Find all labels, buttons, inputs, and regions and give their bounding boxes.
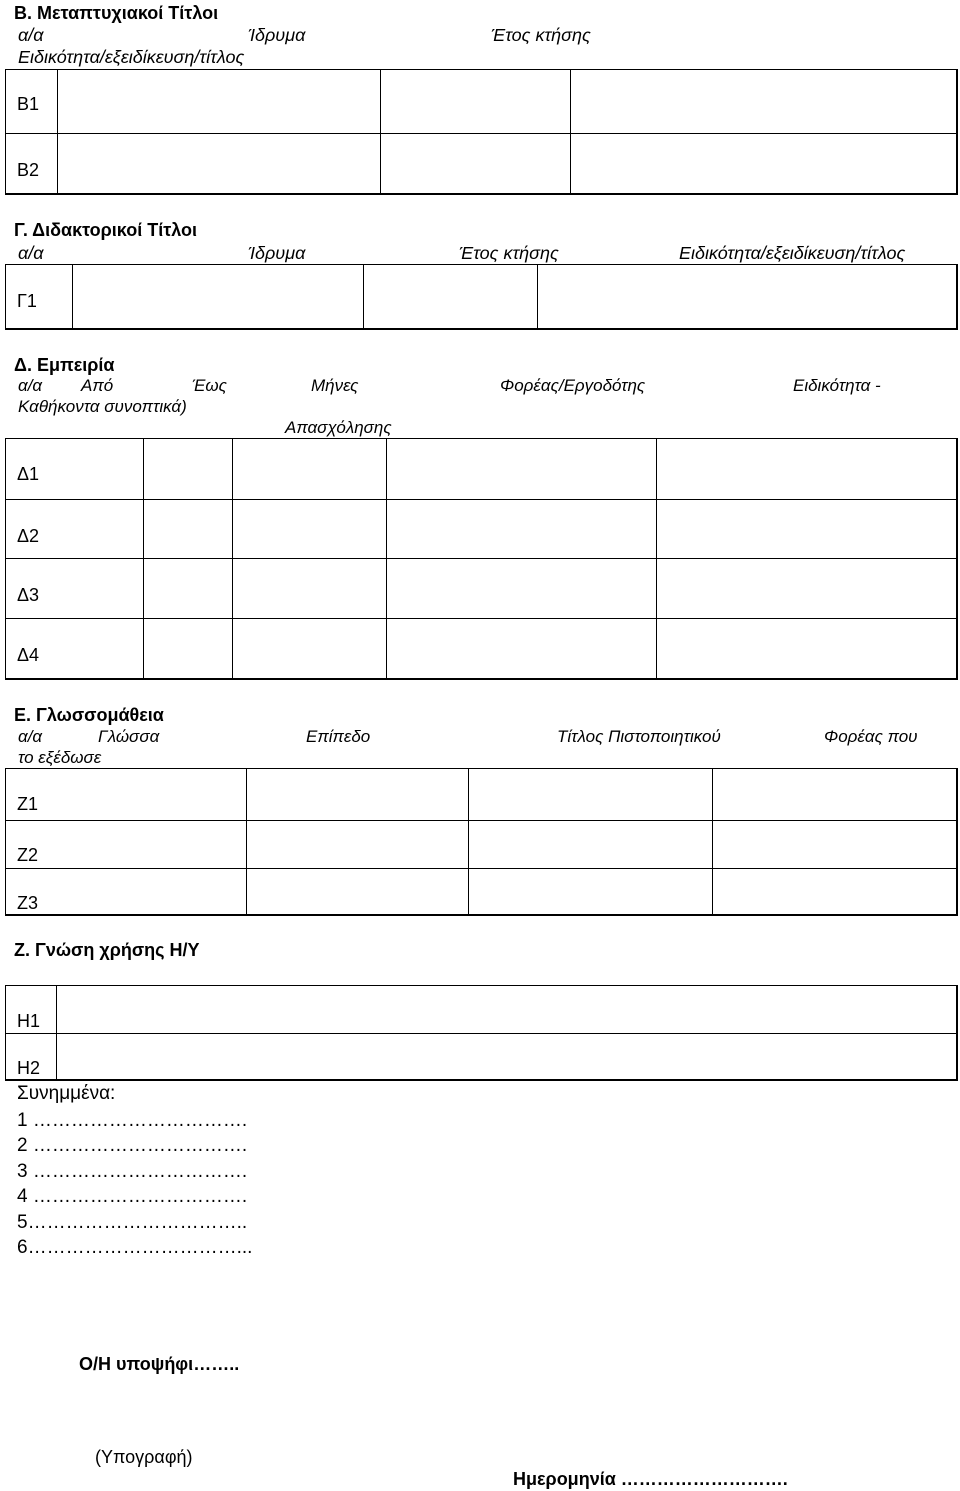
col-aa: α/α [18,25,44,45]
col-etos: Έτος κτήσης [491,25,591,45]
attachment-item: 6……………………………... [17,1237,253,1258]
row-divider [5,618,958,619]
attachment-item: 1 ……………………………. [17,1110,248,1131]
table-e [5,768,958,916]
row-label: Γ1 [17,291,37,311]
section-b-title: Β. Μεταπτυχιακοί Τίτλοι [14,3,219,23]
col-epipedo: Επίπεδο [306,727,371,746]
signature-label: (Υπογραφή) [95,1447,193,1467]
col-divider [246,768,247,916]
col-eidikotita: Ειδικότητα/εξειδίκευση/τίτλος [18,47,245,67]
row-label: Η2 [17,1058,41,1078]
row-label: Ζ3 [17,893,39,913]
attachments-title: Συνημμένα: [17,1083,116,1104]
row-divider [5,499,958,500]
col-idryma: Ίδρυμα [248,243,306,263]
date-label: Ημερομηνία ………………………. [513,1469,788,1489]
col-etos: Έτος κτήσης [459,243,559,263]
row-label: Δ4 [17,645,40,665]
col-divider [363,264,364,330]
section-g-title: Γ. Διδακτορικοί Τίτλοι [14,220,198,240]
row-divider [5,1033,958,1034]
section-d-title: Δ. Εμπειρία [14,355,115,375]
row-divider [5,868,958,869]
row-label: Ζ2 [17,845,39,865]
section-z-title: Ζ. Γνώση χρήσης Η/Υ [14,940,200,960]
col-eidikotita: Ειδικότητα/εξειδίκευση/τίτλος [679,243,906,263]
col-divider [712,768,713,916]
col-kathikonta: Καθήκοντα συνοπτικά) [18,397,187,416]
col-idryma: Ίδρυμα [248,25,306,45]
col-divider [570,69,571,195]
attachment-item: 2 ……………………………. [17,1135,248,1156]
row-label: Η1 [17,1011,41,1031]
row-label: Δ2 [17,526,40,546]
col-divider [56,985,57,1081]
col-aa: α/α [18,727,43,746]
row-divider [5,133,958,134]
table-d [5,438,958,680]
row-label: Δ1 [17,464,40,484]
col-foreas: Φορέας/Εργοδότης [500,376,646,395]
col-aa: α/α [18,376,43,395]
table-g [5,264,958,330]
col-divider [57,69,58,195]
col-mines: Μήνες [311,376,359,395]
row-label: Β1 [17,94,40,114]
col-divider [656,438,657,680]
row-label: Ζ1 [17,794,39,814]
row-label: Β2 [17,160,40,180]
row-label: Δ3 [17,585,40,605]
section-e-title: Ε. Γλωσσομάθεια [14,705,164,725]
table-b [5,69,958,195]
col-divider [143,438,144,680]
row-divider [5,558,958,559]
attachment-item: 5…………………………….. [17,1212,248,1233]
col-foreas2: το εξέδωσε [18,748,102,767]
col-eos: Έως [192,376,227,395]
col-glossa: Γλώσσα [98,727,160,746]
col-apo: Από [81,376,114,395]
col-eidikotita: Ειδικότητα - [793,376,881,395]
col-divider [72,264,73,330]
attachment-item: 3 ……………………………. [17,1161,248,1182]
col-aa: α/α [18,243,44,263]
candidate-label: Ο/Η υποψήφι…….. [79,1354,240,1374]
col-apasxolisis: Απασχόλησης [285,418,392,437]
col-divider [380,69,381,195]
attachment-item: 4 ……………………………. [17,1186,248,1207]
col-foreas: Φορέας που [824,727,918,746]
col-divider [232,438,233,680]
col-divider [386,438,387,680]
col-divider [468,768,469,916]
row-divider [5,820,958,821]
col-titlos: Τίτλος Πιστοποιητικού [557,727,721,746]
col-divider [537,264,538,330]
